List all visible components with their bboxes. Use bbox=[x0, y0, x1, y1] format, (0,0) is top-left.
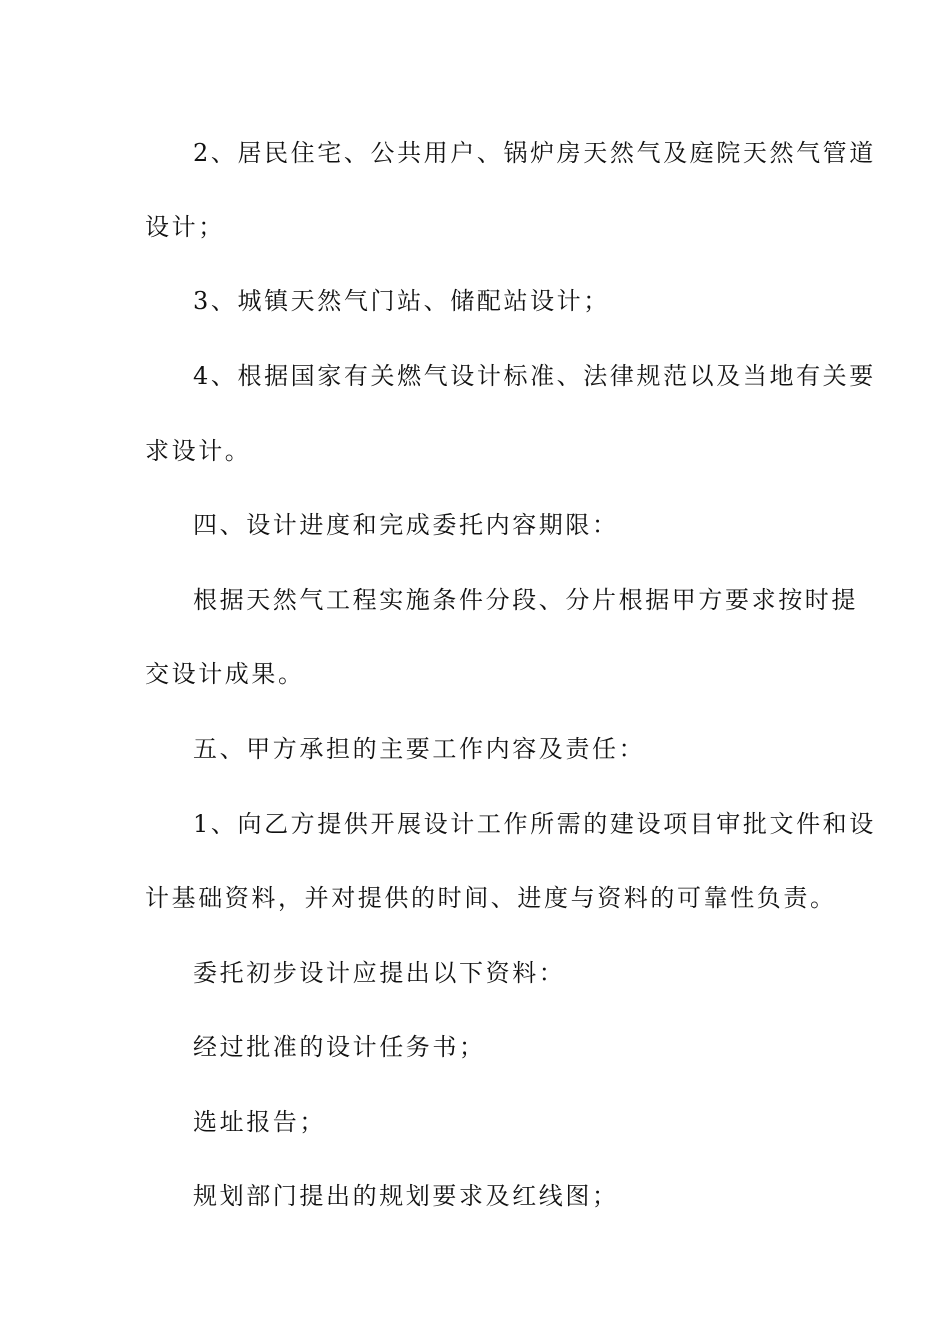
paragraph-item-3: 3、城镇天然气门站、储配站设计； bbox=[193, 287, 610, 315]
list-item-design-task: 经过批准的设计任务书； bbox=[193, 1033, 486, 1061]
paragraph-item-4-line-2: 求设计。 bbox=[145, 437, 252, 465]
paragraph-item-2-line-1: 2、居民住宅、公共用户、锅炉房天然气及庭院天然气管道 bbox=[193, 139, 876, 167]
paragraph-materials-intro: 委托初步设计应提出以下资料： bbox=[193, 959, 566, 987]
section-heading-five: 五、甲方承担的主要工作内容及责任： bbox=[193, 735, 646, 763]
paragraph-schedule-line-1: 根据天然气工程实施条件分段、分片根据甲方要求按时提 bbox=[193, 586, 858, 614]
paragraph-item-4-line-1: 4、根据国家有关燃气设计标准、法律规范以及当地有关要 bbox=[193, 362, 876, 390]
paragraph-item-1-line-1: 1、向乙方提供开展设计工作所需的建设项目审批文件和设 bbox=[193, 810, 876, 838]
paragraph-item-2-line-2: 设计； bbox=[145, 213, 225, 241]
list-item-site-report: 选址报告； bbox=[193, 1108, 326, 1136]
paragraph-schedule-line-2: 交设计成果。 bbox=[145, 660, 305, 688]
list-item-planning-requirements: 规划部门提出的规划要求及红线图； bbox=[193, 1182, 619, 1210]
section-heading-four: 四、设计进度和完成委托内容期限： bbox=[193, 511, 619, 539]
paragraph-item-1-line-2: 计基础资料，并对提供的时间、进度与资料的可靠性负责。 bbox=[145, 884, 837, 912]
